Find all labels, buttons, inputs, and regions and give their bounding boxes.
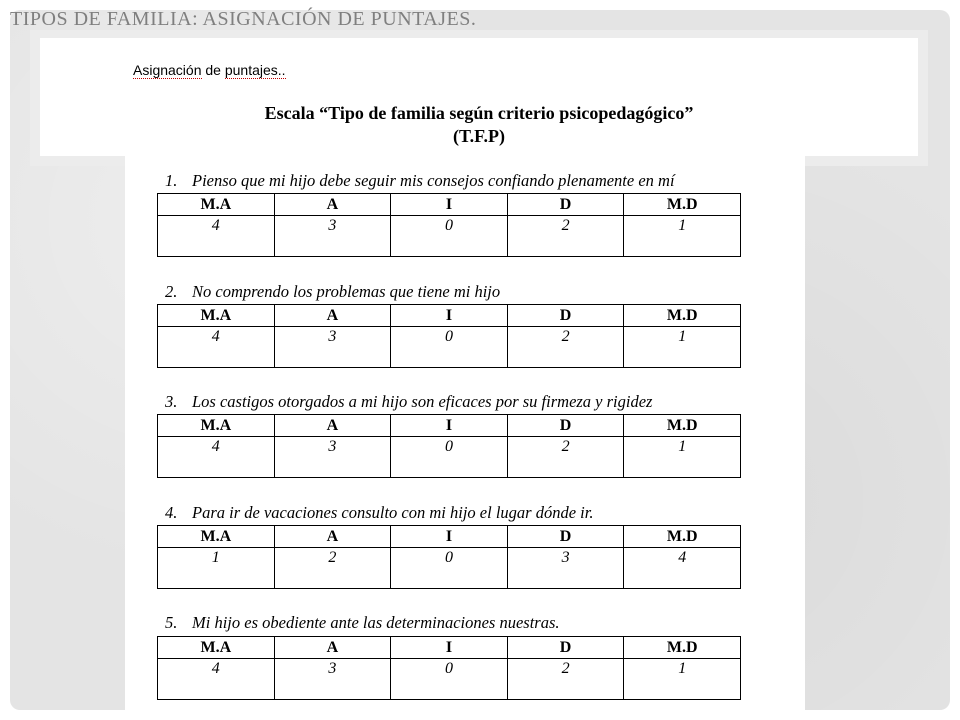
score-cell-i: 0	[391, 548, 508, 589]
score-cell-ma: 4	[158, 659, 275, 700]
question-4	[165, 505, 593, 522]
column-header-a: A	[274, 194, 391, 216]
column-header-d: D	[507, 305, 624, 327]
score-row	[158, 437, 741, 478]
column-header-ma: M.A	[158, 194, 275, 216]
score-table-2	[157, 304, 741, 368]
column-header-i: I	[391, 194, 508, 216]
column-header-a: A	[274, 526, 391, 548]
document-page	[125, 156, 805, 712]
header-row	[158, 194, 741, 216]
column-header-md: M.D	[624, 415, 741, 437]
question-number: 2.	[165, 282, 178, 301]
score-cell-ma: 1	[158, 548, 275, 589]
subtitle-word-asignacion: Asignación	[133, 62, 202, 78]
scale-abbreviation: (T.F.P)	[453, 126, 505, 146]
score-row	[158, 548, 741, 589]
column-header-a: A	[274, 415, 391, 437]
column-header-a: A	[274, 305, 391, 327]
score-cell-d: 2	[507, 216, 624, 257]
score-cell-i: 0	[391, 437, 508, 478]
header-row	[158, 637, 741, 659]
column-header-ma: M.A	[158, 637, 275, 659]
header-row	[158, 305, 741, 327]
question-text: Mi hijo es obediente ante las determinaciones nuestras.	[192, 613, 560, 632]
score-cell-md: 1	[624, 216, 741, 257]
score-cell-d: 2	[507, 327, 624, 368]
column-header-md: M.D	[624, 526, 741, 548]
column-header-ma: M.A	[158, 415, 275, 437]
question-number: 1.	[165, 171, 178, 190]
question-number: 3.	[165, 392, 178, 411]
column-header-i: I	[391, 526, 508, 548]
score-cell-md: 4	[624, 548, 741, 589]
question-text: Los castigos otorgados a mi hijo son eficaces por su firmeza y rigidez	[192, 392, 653, 411]
score-cell-ma: 4	[158, 327, 275, 368]
score-row	[158, 327, 741, 368]
column-header-i: I	[391, 415, 508, 437]
header-row	[158, 526, 741, 548]
score-cell-d: 3	[507, 548, 624, 589]
score-cell-a: 3	[274, 659, 391, 700]
question-text: No comprendo los problemas que tiene mi hijo	[192, 282, 501, 301]
score-cell-i: 0	[391, 216, 508, 257]
score-cell-i: 0	[391, 659, 508, 700]
score-row	[158, 659, 741, 700]
question-text: Para ir de vacaciones consulto con mi hijo el lugar dónde ir.	[192, 503, 594, 522]
document-subtitle	[133, 62, 286, 78]
score-cell-md: 1	[624, 659, 741, 700]
score-cell-d: 2	[507, 437, 624, 478]
column-header-i: I	[391, 305, 508, 327]
scale-title: Escala “Tipo de familia según criterio psicopedagógico”	[264, 103, 694, 123]
score-table-4	[157, 525, 741, 589]
header-row	[158, 415, 741, 437]
score-cell-md: 1	[624, 437, 741, 478]
score-cell-ma: 4	[158, 216, 275, 257]
slide-title: TIPOS DE FAMILIA: ASIGNACIÓN DE PUNTAJES.	[10, 8, 477, 30]
column-header-ma: M.A	[158, 526, 275, 548]
column-header-a: A	[274, 637, 391, 659]
score-cell-a: 3	[274, 216, 391, 257]
subtitle-word-puntajes: puntajes..	[224, 62, 286, 78]
score-cell-i: 0	[391, 327, 508, 368]
score-table-1	[157, 193, 741, 257]
question-number: 5.	[165, 613, 178, 632]
score-cell-ma: 4	[158, 437, 275, 478]
score-cell-a: 3	[274, 327, 391, 368]
question-1	[165, 173, 675, 190]
question-text: Pienso que mi hijo debe seguir mis consejos confiando plenamente en mí	[192, 171, 675, 190]
question-2	[165, 284, 500, 301]
column-header-md: M.D	[624, 305, 741, 327]
score-cell-d: 2	[507, 659, 624, 700]
score-cell-a: 2	[274, 548, 391, 589]
column-header-i: I	[391, 637, 508, 659]
question-number: 4.	[165, 503, 178, 522]
question-3	[165, 394, 652, 411]
score-table-3	[157, 414, 741, 478]
column-header-d: D	[507, 637, 624, 659]
column-header-md: M.D	[624, 194, 741, 216]
column-header-d: D	[507, 415, 624, 437]
score-table-5	[157, 636, 741, 700]
column-header-md: M.D	[624, 637, 741, 659]
subtitle-word-de: de	[201, 62, 225, 78]
question-5	[165, 615, 560, 632]
score-cell-a: 3	[274, 437, 391, 478]
column-header-d: D	[507, 194, 624, 216]
column-header-ma: M.A	[158, 305, 275, 327]
column-header-d: D	[507, 526, 624, 548]
score-cell-md: 1	[624, 327, 741, 368]
score-row	[158, 216, 741, 257]
